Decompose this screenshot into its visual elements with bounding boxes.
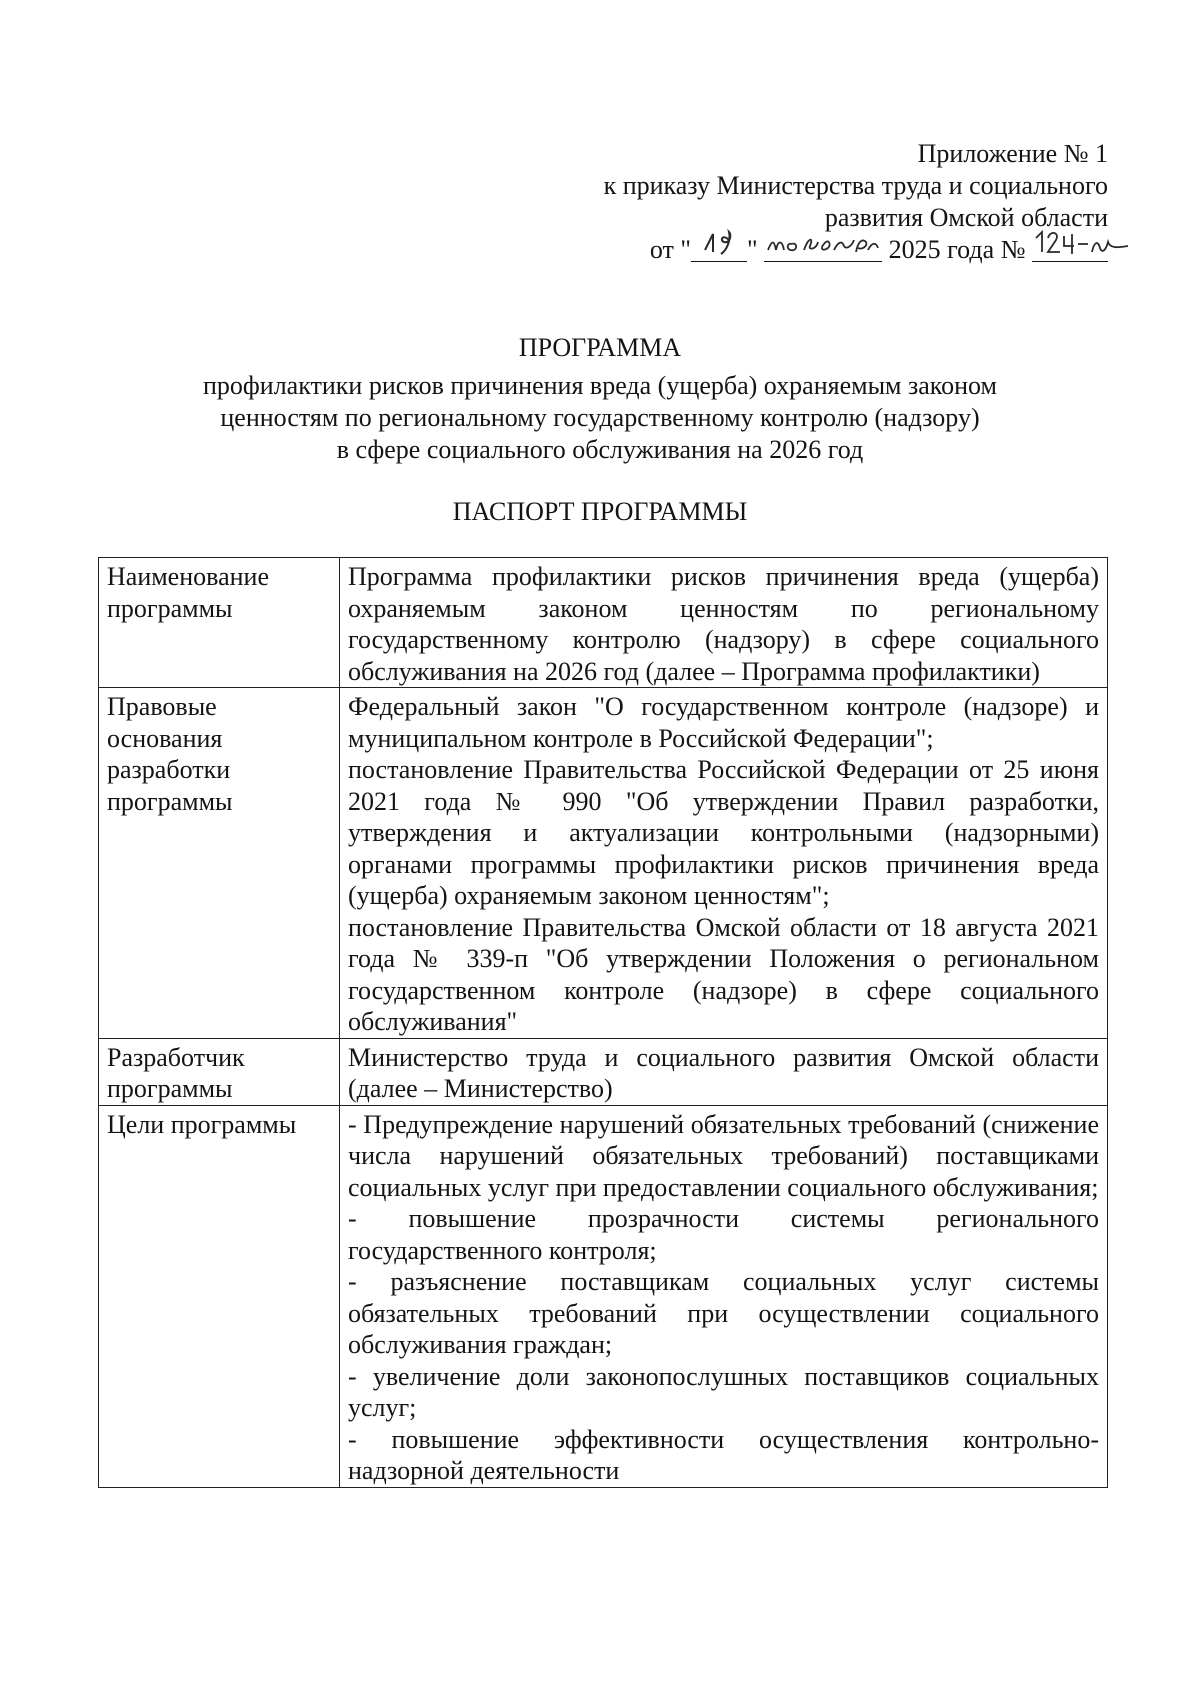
row-paragraph: - разъяснение поставщикам социальных услуг системы обязательных требований при осуществлении социального обслуживания граждан; xyxy=(348,1267,1099,1359)
row-value xyxy=(340,1105,1108,1487)
handwritten-order-number xyxy=(1032,234,1108,266)
handwritten-month xyxy=(764,234,882,266)
table-row xyxy=(99,558,1108,688)
approval-block xyxy=(604,138,1108,266)
program-subtitle-line: в сфере социального обслуживания на 2026 год xyxy=(336,435,864,464)
date-prefix: от " xyxy=(649,235,692,264)
row-label: Цели программы xyxy=(99,1105,340,1487)
passport-table xyxy=(98,557,1108,1488)
row-paragraph: Министерство труда и социального развития Омской области (далее – Министерство) xyxy=(348,1042,1099,1103)
program-title: ПРОГРАММА xyxy=(518,333,682,362)
row-paragraph: Программа профилактики рисков причинения вреда (ущерба) охраняемым законом ценностям по региональному государственному контролю (надзору) в сфере социального обслуживания на 2026 год (далее – Программа профилактики) xyxy=(348,562,1099,686)
table-row xyxy=(99,688,1108,1039)
row-label: Наименование программы xyxy=(99,558,340,688)
ministry-name: развития Омской области xyxy=(824,203,1108,232)
date-quote-close: " xyxy=(747,235,758,264)
table-row xyxy=(99,1038,1108,1105)
passport-title: ПАСПОРТ ПРОГРАММЫ xyxy=(452,497,748,526)
program-subtitle xyxy=(0,370,1200,466)
row-value xyxy=(340,1038,1108,1105)
row-paragraph: - повышение прозрачности системы регионального государственного контроля; xyxy=(348,1204,1099,1265)
row-label: Правовые основания разработки программы xyxy=(99,688,340,1039)
row-paragraph: - Предупреждение нарушений обязательных требований (снижение числа нарушений обязательных требований) поставщиками социальных услуг при предоставлении социального обслуживания; xyxy=(348,1109,1099,1202)
handwritten-day xyxy=(691,234,747,266)
row-label: Разработчик программы xyxy=(99,1038,340,1105)
row-paragraph: постановление Правительства Омской области от 18 августа 2021 года № 339-п "Об утверждении Положения о региональном государственном контроле (надзоре) в сфере социального обслуживания" xyxy=(348,912,1099,1036)
row-paragraph: - повышение эффективности осуществления контрольно-надзорной деятельности xyxy=(348,1424,1099,1485)
row-paragraph: Федеральный закон "О государственном контроле (надзоре) и муниципальном контроле в Российской Федерации"; xyxy=(348,692,1099,753)
row-paragraph: - увеличение доли законопослушных поставщиков социальных услуг; xyxy=(348,1361,1099,1422)
row-value xyxy=(340,558,1108,688)
order-reference: к приказу Министерства труда и социального xyxy=(603,171,1108,200)
row-paragraph: постановление Правительства Российской Федерации от 25 июня 2021 года № 990 "Об утверждении Правил разработки, утверждения и актуализации контрольными (надзорными) органами программы профилактики рисков причинения вреда (ущерба) охраняемым законом ценностям"; xyxy=(348,755,1099,910)
order-date-line xyxy=(604,234,1108,266)
appendix-number: Приложение № 1 xyxy=(917,139,1108,168)
order-year-and-number-label: 2025 года № xyxy=(888,235,1026,264)
table-row xyxy=(99,1105,1108,1487)
row-value xyxy=(340,688,1108,1039)
program-subtitle-line: профилактики рисков причинения вреда (ущерба) охраняемым законом xyxy=(203,371,997,400)
program-subtitle-line: ценностям по региональному государственному контролю (надзору) xyxy=(220,403,980,432)
